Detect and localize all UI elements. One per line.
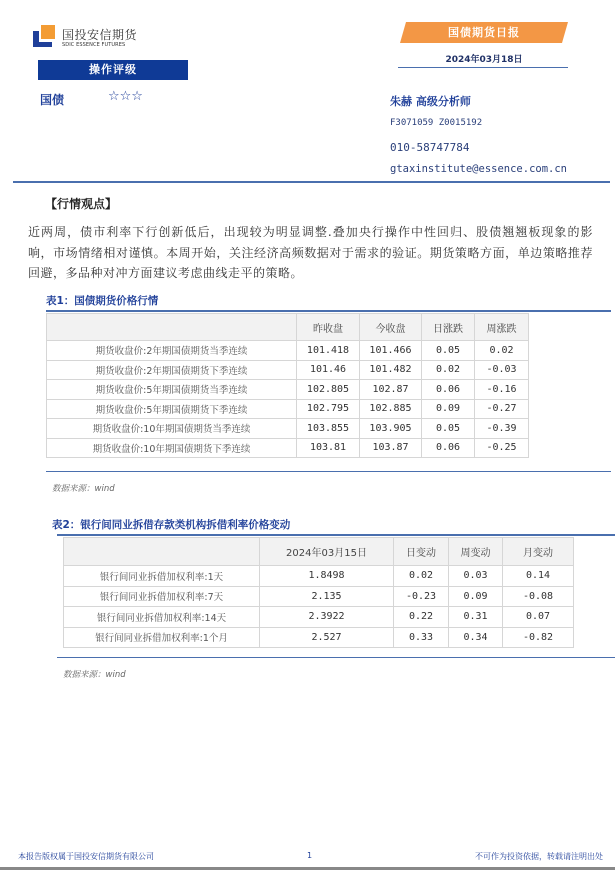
report-title: 国债期货日报 xyxy=(448,26,520,39)
table-row xyxy=(64,607,574,628)
report-date: 2024年03月18日 xyxy=(445,55,523,65)
logo-cn-text: 国投安信期货 xyxy=(62,28,138,42)
row-label: 期货收盘价:2年期国债期货当季连续 xyxy=(47,341,297,361)
cell: 0.22 xyxy=(394,607,449,628)
rating-stars-icon: ☆☆☆ xyxy=(108,89,143,104)
cell: 0.33 xyxy=(394,627,449,648)
cell: 103.855 xyxy=(297,419,360,439)
cell: -0.27 xyxy=(475,399,529,419)
row-label: 银行间同业拆借加权利率:1天 xyxy=(64,566,260,587)
table1-source: 数据来源：wind xyxy=(52,484,115,494)
cell: 0.05 xyxy=(422,341,475,361)
date-divider xyxy=(398,67,568,68)
table1-bottom-rule xyxy=(46,471,611,472)
analyst-certificates: F3071059 Z0015192 xyxy=(390,118,483,128)
row-label: 期货收盘价:5年期国债期货下季连续 xyxy=(47,399,297,419)
table-row xyxy=(64,627,574,648)
logo-en-text: SDIC ESSENCE FUTURES xyxy=(62,42,126,48)
cell: 2.3922 xyxy=(260,607,394,628)
table1-caption: 表1：国债期货价格行情 xyxy=(46,295,159,307)
cell: 0.34 xyxy=(449,627,503,648)
cell: 102.885 xyxy=(360,399,422,419)
table2-bottom-rule xyxy=(57,657,615,658)
table2-header: 月变动 xyxy=(503,538,574,566)
table-row xyxy=(64,586,574,607)
analyst-email[interactable]: gtaxinstitute@essence.com.cn xyxy=(390,163,568,175)
table-row xyxy=(64,566,574,587)
table-row xyxy=(47,360,529,380)
cell: 0.03 xyxy=(449,566,503,587)
cell: -0.16 xyxy=(475,380,529,400)
table2-top-rule xyxy=(57,534,615,536)
table-row xyxy=(47,419,529,439)
cell: 103.87 xyxy=(360,438,422,458)
market-view-paragraph: 近两周，债市利率下行创新低后，出现较为明显调整.叠加央行操作中性回归、股债翘翘板现象的影响，市场情绪相对谨慎。本周开始，关注经济高频数据对于需求的验证。期货策略方面，单边策略推荐回避，多品种对冲方面建议考虑曲线走平的策略。 xyxy=(28,225,593,280)
row-label: 期货收盘价:10年期国债期货当季连续 xyxy=(47,419,297,439)
table2-header: 日变动 xyxy=(394,538,449,566)
rating-bar: 操作评级 xyxy=(38,60,188,80)
futures-price-table xyxy=(46,313,529,458)
cell: 101.466 xyxy=(360,341,422,361)
cell: 103.905 xyxy=(360,419,422,439)
table-row xyxy=(47,399,529,419)
page-number: 1 xyxy=(307,851,313,860)
row-label: 期货收盘价:10年期国债期货下季连续 xyxy=(47,438,297,458)
cell: -0.23 xyxy=(394,586,449,607)
logo-mark-icon xyxy=(33,24,57,48)
cell: 0.02 xyxy=(475,341,529,361)
header-divider xyxy=(13,181,610,183)
table2-header: 周变动 xyxy=(449,538,503,566)
cell: 0.07 xyxy=(503,607,574,628)
table1-header xyxy=(47,314,297,341)
cell: 0.31 xyxy=(449,607,503,628)
cell: 0.02 xyxy=(394,566,449,587)
cell: 103.81 xyxy=(297,438,360,458)
cell: -0.03 xyxy=(475,360,529,380)
cell: 0.05 xyxy=(422,419,475,439)
cell: 2.527 xyxy=(260,627,394,648)
analyst-phone: 010-58747784 xyxy=(390,141,470,154)
cell: 0.09 xyxy=(449,586,503,607)
analyst-name: 朱赫 高级分析师 xyxy=(390,95,471,108)
row-label: 银行间同业拆借加权利率:1个月 xyxy=(64,627,260,648)
cell: 101.46 xyxy=(297,360,360,380)
footer-disclaimer: 不可作为投资依据，转载请注明出处 xyxy=(475,852,603,861)
cell: 0.06 xyxy=(422,380,475,400)
cell: -0.82 xyxy=(503,627,574,648)
cell: -0.08 xyxy=(503,586,574,607)
cell: 102.87 xyxy=(360,380,422,400)
table1-top-rule xyxy=(46,310,611,312)
table-row xyxy=(47,438,529,458)
row-label: 银行间同业拆借加权利率:7天 xyxy=(64,586,260,607)
table1-header: 周涨跌 xyxy=(475,314,529,341)
cell: 0.02 xyxy=(422,360,475,380)
interbank-rate-table xyxy=(63,537,574,648)
company-logo xyxy=(33,24,153,54)
table1-header: 日涨跌 xyxy=(422,314,475,341)
table1-header: 昨收盘 xyxy=(297,314,360,341)
table2-caption: 表2：银行间同业拆借存款类机构拆借利率价格变动 xyxy=(52,519,291,531)
table2-source: 数据来源：wind xyxy=(63,670,126,680)
section-title: 【行情观点】 xyxy=(45,197,118,211)
cell: 1.8498 xyxy=(260,566,394,587)
cell: -0.39 xyxy=(475,419,529,439)
table-row xyxy=(47,341,529,361)
table2-header: 2024年03月15日 xyxy=(260,538,394,566)
cell: 0.09 xyxy=(422,399,475,419)
row-label: 期货收盘价:2年期国债期货下季连续 xyxy=(47,360,297,380)
cell: 102.795 xyxy=(297,399,360,419)
cell: -0.25 xyxy=(475,438,529,458)
cell: 101.482 xyxy=(360,360,422,380)
rating-item-label: 国债 xyxy=(40,93,65,107)
footer-copyright: 本报告版权属于国投安信期货有限公司 xyxy=(18,852,154,861)
cell: 0.14 xyxy=(503,566,574,587)
cell: 102.805 xyxy=(297,380,360,400)
table-row xyxy=(47,380,529,400)
report-title-banner xyxy=(400,22,568,43)
table1-header: 今收盘 xyxy=(360,314,422,341)
cell: 101.418 xyxy=(297,341,360,361)
table2-header xyxy=(64,538,260,566)
row-label: 期货收盘价:5年期国债期货当季连续 xyxy=(47,380,297,400)
cell: 0.06 xyxy=(422,438,475,458)
row-label: 银行间同业拆借加权利率:14天 xyxy=(64,607,260,628)
cell: 2.135 xyxy=(260,586,394,607)
